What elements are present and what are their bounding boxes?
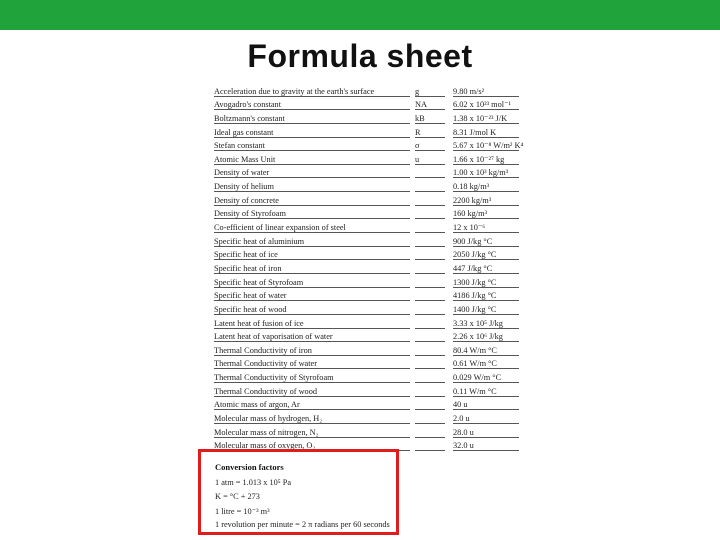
constant-name: Atomic mass of argon, Ar	[214, 400, 410, 410]
constant-value: 0.11 W/m °C	[453, 387, 519, 397]
constant-symbol: u	[415, 155, 445, 165]
constant-row	[210, 207, 520, 221]
constant-symbol	[415, 205, 445, 206]
constant-symbol	[415, 368, 445, 369]
constant-name: Boltzmann's constant	[214, 114, 410, 124]
constant-symbol: kB	[415, 114, 445, 124]
constant-symbol	[415, 409, 445, 410]
constant-name: Acceleration due to gravity at the earth's surface	[214, 87, 410, 97]
constant-name: Avogadro's constant	[214, 100, 410, 110]
constant-symbol	[415, 232, 445, 233]
constant-row	[210, 166, 520, 180]
constant-symbol	[415, 273, 445, 274]
constant-value: 0.18 kg/m³	[453, 182, 519, 192]
constant-value: 2050 J/kg °C	[453, 250, 519, 260]
constant-name: Thermal Conductivity of water	[214, 359, 410, 369]
constant-value: 1300 J/kg °C	[453, 278, 519, 288]
constant-name: Molecular mass of hydrogen, H₂	[214, 414, 410, 424]
constant-symbol	[415, 177, 445, 178]
constant-row	[210, 139, 524, 153]
constant-name: Molecular mass of nitrogen, N₂	[214, 428, 410, 438]
constant-value: 900 J/kg °C	[453, 237, 519, 247]
constant-name: Co-efficient of linear expansion of steel	[214, 223, 410, 233]
constant-value: 32.0 u	[453, 441, 519, 451]
constant-symbol: R	[415, 128, 445, 138]
constant-value: 2200 kg/m³	[453, 196, 519, 206]
constant-row	[210, 111, 520, 125]
constant-value: 2.0 u	[453, 414, 519, 424]
constant-symbol	[415, 246, 445, 247]
constant-name: Latent heat of fusion of ice	[214, 319, 410, 329]
constant-row	[210, 330, 520, 344]
constant-value: 2.26 x 10⁶ J/kg	[453, 332, 519, 342]
constant-symbol	[415, 328, 445, 329]
constant-name: Specific heat of ice	[214, 250, 410, 260]
constant-value: 6.02 x 10²³ mol⁻¹	[453, 99, 519, 110]
constant-value: 160 kg/m³	[453, 209, 519, 219]
constant-value: 447 J/kg °C	[453, 264, 519, 274]
constant-value: 1.00 x 10³ kg/m³	[453, 168, 519, 178]
conversion-factors-box	[198, 449, 399, 535]
constant-name: Specific heat of Styrofoam	[214, 278, 410, 288]
constant-row	[210, 411, 520, 425]
constant-row	[210, 384, 520, 398]
constant-symbol	[415, 218, 445, 219]
constant-name: Density of water	[214, 168, 410, 178]
constant-symbol	[415, 300, 445, 301]
constant-symbol	[415, 314, 445, 315]
page-title: Formula sheet	[247, 38, 473, 74]
constant-symbol	[415, 191, 445, 192]
constant-symbol: σ	[415, 141, 445, 151]
constant-value: 28.0 u	[453, 428, 519, 438]
constant-row	[210, 425, 520, 439]
constant-name: Ideal gas constant	[214, 128, 410, 138]
constant-row	[210, 179, 520, 193]
constant-value: 1.66 x 10⁻²⁷ kg	[453, 154, 519, 165]
constant-symbol	[415, 382, 445, 383]
constant-symbol	[415, 396, 445, 397]
constant-value: 1.38 x 10⁻²³ J/K	[453, 113, 519, 124]
conversion-line: 1 revolution per minute = 2 π radians per 60 seconds	[215, 520, 390, 529]
constant-symbol	[415, 355, 445, 356]
constant-symbol: NA	[415, 100, 445, 110]
constant-name: Density of concrete	[214, 196, 410, 206]
constant-row	[210, 220, 520, 234]
constant-name: Atomic Mass Unit	[214, 155, 410, 165]
constant-name: Specific heat of aluminium	[214, 237, 410, 247]
constant-symbol	[415, 450, 445, 451]
constant-value: 12 x 10⁻⁶	[453, 222, 519, 233]
constant-row	[210, 261, 520, 275]
constant-symbol: g	[415, 87, 445, 97]
constant-row	[210, 275, 520, 289]
constant-row	[210, 248, 520, 262]
constant-name: Thermal Conductivity of Styrofoam	[214, 373, 410, 383]
constant-row	[210, 316, 520, 330]
constant-name: Specific heat of water	[214, 291, 410, 301]
constant-value: 8.31 J/mol K	[453, 128, 519, 138]
constant-value: 1400 J/kg °C	[453, 305, 519, 315]
constant-symbol	[415, 287, 445, 288]
constant-name: Specific heat of iron	[214, 264, 410, 274]
constant-row	[210, 193, 520, 207]
constant-row	[210, 125, 520, 139]
constant-row	[210, 98, 520, 112]
constants-table	[210, 84, 524, 452]
conversion-line: K = °C + 273	[215, 492, 260, 501]
constant-value: 0.029 W/m °C	[453, 373, 519, 383]
constant-value: 4186 J/kg °C	[453, 291, 519, 301]
constant-name: Density of Styrofoam	[214, 209, 410, 219]
constant-value: 5.67 x 10⁻⁸ W/m² K⁴	[453, 141, 524, 151]
constant-row	[210, 357, 520, 371]
constant-name: Thermal Conductivity of wood	[214, 387, 410, 397]
constant-name: Thermal Conductivity of iron	[214, 346, 410, 356]
constant-value: 3.33 x 10⁵ J/kg	[453, 319, 519, 329]
header-bar	[0, 0, 720, 30]
constant-name: Density of helium	[214, 182, 410, 192]
constant-symbol	[415, 423, 445, 424]
constant-row	[210, 302, 520, 316]
constant-value: 0.61 W/m °C	[453, 359, 519, 369]
conversion-line: 1 atm = 1.013 x 10⁵ Pa	[215, 478, 292, 487]
constant-symbol	[415, 259, 445, 260]
constant-name: Specific heat of wood	[214, 305, 410, 315]
constant-row	[210, 234, 520, 248]
conversion-line: 1 litre = 10⁻³ m³	[215, 507, 270, 516]
constant-value: 9.80 m/s²	[453, 87, 519, 97]
constant-symbol	[415, 437, 445, 438]
constant-row	[210, 398, 520, 412]
constant-symbol	[415, 341, 445, 342]
constant-row	[210, 289, 520, 303]
constant-row	[210, 370, 520, 384]
conversion-heading: Conversion factors	[215, 462, 284, 472]
constant-value: 80.4 W/m °C	[453, 346, 519, 356]
constant-row	[210, 84, 520, 98]
constant-name: Stefan constant	[214, 141, 410, 151]
constant-row	[210, 152, 520, 166]
constant-name: Molecular mass of oxygen, O₂	[214, 441, 410, 451]
constant-name: Latent heat of vaporisation of water	[214, 332, 410, 342]
constant-value: 40 u	[453, 400, 519, 410]
constant-row	[210, 343, 520, 357]
